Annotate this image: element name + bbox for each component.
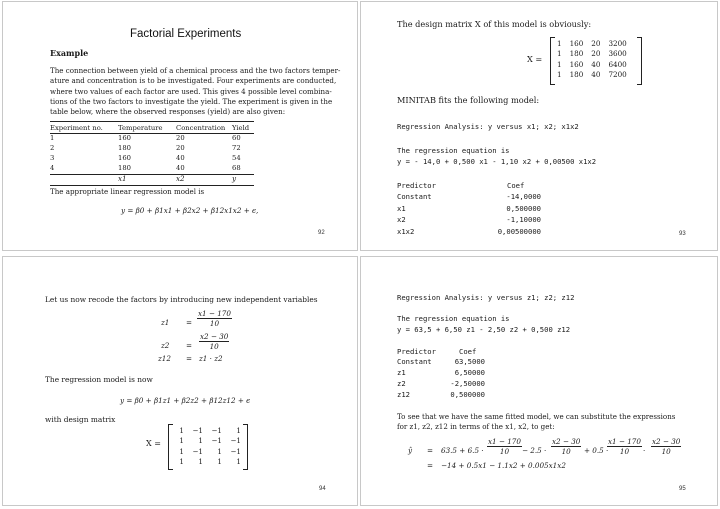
eq-sign: = <box>186 354 193 363</box>
table-cell: 60 <box>232 134 241 142</box>
matrix-cell: 1 <box>557 38 562 48</box>
table-cell: y <box>232 173 237 183</box>
col-header: Concentration <box>176 124 226 132</box>
z12-rhs: z1 · z2 <box>199 354 223 363</box>
yhat-symbol: ŷ <box>408 446 413 455</box>
fit-term: + 0.5 · <box>584 446 609 455</box>
eq-sign: = <box>186 341 193 350</box>
fit-term: − 2.5 · <box>522 446 547 455</box>
coef-header-predictor: Predictor <box>397 347 436 356</box>
coef-header-coef: Coef <box>459 347 477 356</box>
matrix-row <box>172 425 245 436</box>
matrix-cell: −1 <box>211 436 222 446</box>
section-heading: Example <box>50 48 89 58</box>
model-text: The appropriate linear regression model is <box>50 187 205 196</box>
predictor-coef: -14,0000 <box>506 192 541 201</box>
slide-page-93 <box>361 2 717 250</box>
fraction-numerator: x1 − 170 <box>488 437 521 446</box>
page-number: 93 <box>679 231 686 237</box>
table-row <box>50 153 256 163</box>
design-text: with design matrix <box>45 415 116 424</box>
matrix-cell: 40 <box>591 59 601 69</box>
fraction-x1 <box>487 437 522 456</box>
matrix-row <box>553 49 631 60</box>
table-cell: 2 <box>50 144 55 152</box>
fraction-denominator: 10 <box>499 447 510 456</box>
z2-fraction <box>199 332 229 351</box>
fraction-numerator: x1 − 170 <box>198 309 231 318</box>
intro-line: ature and concentration is to be investigated. Four experiments are conducted, <box>50 76 337 86</box>
fraction-denominator: 10 <box>209 342 219 351</box>
table-cell: 40 <box>176 164 185 172</box>
table-cell: 160 <box>118 154 131 162</box>
matrix-row <box>172 436 245 447</box>
page-number: 94 <box>319 486 326 492</box>
table-cell: 54 <box>232 154 241 162</box>
matrix-cell: 1 <box>557 70 562 80</box>
predictor-name: x1 <box>397 204 406 213</box>
design-matrix <box>168 424 248 468</box>
z1-lhs: z1 <box>161 318 170 327</box>
table-cell: 68 <box>232 164 241 172</box>
slide-page-92 <box>3 2 357 250</box>
matrix-cell: 40 <box>591 70 601 80</box>
eq-sign: = <box>427 446 434 455</box>
predictor-coef: 0,500000 <box>506 204 541 213</box>
substitute-paragraph <box>397 412 713 433</box>
predictor-coef: 0,00500000 <box>497 227 541 236</box>
table-cell: 3 <box>50 154 55 162</box>
matrix-row <box>553 38 631 49</box>
matrix-cell: 7200 <box>608 70 627 80</box>
table-row <box>50 143 256 153</box>
fraction-denominator: 10 <box>209 319 220 328</box>
matrix-cell: 1 <box>557 59 562 69</box>
minitab-text: MINITAB fits the following model: <box>397 95 540 105</box>
page-title: Factorial Experiments <box>130 28 242 40</box>
eq-sign: = <box>427 461 434 470</box>
matrix-cell: 180 <box>569 49 584 59</box>
matrix-cell: 3200 <box>608 38 627 48</box>
col-header: Yield <box>232 124 250 132</box>
recode-text: Let us now recode the factors by introducing new independent variables <box>45 295 318 304</box>
matrix-row <box>172 457 245 468</box>
predictor-name: z2 <box>397 379 406 388</box>
table-cell: 72 <box>232 144 241 152</box>
matrix-cell: 180 <box>569 70 584 80</box>
matrix-row <box>553 70 631 81</box>
matrix-cell: 1 <box>179 457 184 467</box>
col-header: Experiment no. <box>50 124 103 132</box>
fraction-denominator: 10 <box>661 447 671 456</box>
fraction-denominator: 10 <box>619 447 630 456</box>
fraction-denominator: 10 <box>561 447 571 456</box>
z2-lhs: z2 <box>161 341 170 350</box>
table-rule-bottom <box>50 185 254 186</box>
table-rule-top <box>50 121 254 122</box>
table-cell: 160 <box>118 134 131 142</box>
matrix-cell: −1 <box>230 446 241 456</box>
analysis-title: Regression Analysis: y versus z1; z2; z12 <box>397 293 575 302</box>
page-number: 92 <box>318 230 325 236</box>
page-number: 95 <box>679 486 686 492</box>
table-cell: 180 <box>118 164 131 172</box>
matrix-cell: 20 <box>591 38 601 48</box>
z12-lhs: z12 <box>158 354 171 363</box>
matrix-row <box>172 446 245 457</box>
fraction-x2 <box>651 437 681 456</box>
matrix-cell: 1 <box>217 446 222 456</box>
predictor-name: x1x2 <box>397 227 415 236</box>
matrix-cell: 1 <box>217 457 222 467</box>
design-text: The design matrix X of this model is obviously: <box>397 19 592 29</box>
predictor-name: z12 <box>397 390 410 399</box>
matrix-cell: 1 <box>179 446 184 456</box>
table-cell: 20 <box>176 144 185 152</box>
table-cell: 180 <box>118 144 131 152</box>
matrix-cell: 1 <box>236 425 241 435</box>
fraction-numerator: x2 − 30 <box>200 332 229 341</box>
model-equation: y = β0 + β1x1 + β2x2 + β12x1x2 + ϵ, <box>121 206 259 215</box>
equation-title: The regression equation is <box>397 314 510 323</box>
predictor-name: Constant <box>397 192 432 201</box>
table-cell: x2 <box>176 173 185 183</box>
predictor-coef: 0,500000 <box>450 390 485 399</box>
predictor-name: z1 <box>397 368 406 377</box>
matrix-cell: 3600 <box>608 49 627 59</box>
matrix-cell: 1 <box>557 49 562 59</box>
model-text: The regression model is now <box>45 375 153 384</box>
predictor-name: x2 <box>397 215 406 224</box>
table-cell: 20 <box>176 134 185 142</box>
intro-line: where two values of each factor are used. This gives 4 possible level combina- <box>50 86 332 96</box>
matrix-cell: 6400 <box>608 59 627 69</box>
fit-term: 63.5 + 6.5 · <box>441 446 484 455</box>
analysis-title: Regression Analysis: y versus x1; x2; x1x2 <box>397 122 579 131</box>
table-header-row <box>50 123 256 133</box>
model-equation: y = β0 + β1z1 + β2z2 + β12z12 + ϵ <box>120 396 251 405</box>
paragraph-line: To see that we have the same fitted model, we can substitute the expressions <box>397 412 676 421</box>
matrix-cell: −1 <box>192 446 203 456</box>
bracket-right <box>637 37 642 85</box>
table-cell: 1 <box>50 134 55 142</box>
intro-paragraph <box>50 66 350 117</box>
matrix-cell: 1 <box>236 457 241 467</box>
matrix-row <box>553 59 631 70</box>
predictor-coef: -2,50000 <box>450 379 485 388</box>
fraction-numerator: x2 − 30 <box>652 437 681 446</box>
matrix-cell: 20 <box>591 49 601 59</box>
matrix-cell: 1 <box>198 457 203 467</box>
intro-line: table below, where the observed responses (yield) are also given: <box>50 107 286 117</box>
eq-sign: = <box>186 318 193 327</box>
table-cell: 40 <box>176 154 185 162</box>
predictor-coef: 6,50000 <box>454 368 485 377</box>
fraction-numerator: x2 − 30 <box>552 437 581 446</box>
slide-page-95 <box>361 257 717 505</box>
matrix-cell: −1 <box>211 425 222 435</box>
matrix-table <box>172 425 245 467</box>
predictor-coef: 63,5000 <box>454 357 485 366</box>
matrix-cell: −1 <box>230 436 241 446</box>
regression-equation: y = - 14,0 + 0,500 x1 - 1,10 x2 + 0,00500 x1x2 <box>397 157 597 166</box>
matrix-table <box>553 38 631 80</box>
fraction-numerator: x1 − 170 <box>608 437 641 446</box>
col-header: Temperature <box>118 124 163 132</box>
predictor-coef: -1,10000 <box>506 215 541 224</box>
equation-title: The regression equation is <box>397 146 510 155</box>
z1-fraction <box>197 309 232 328</box>
design-matrix <box>550 37 642 83</box>
matrix-label: X = <box>527 54 543 64</box>
matrix-cell: 1 <box>179 436 184 446</box>
paragraph-line: for z1, z2, z12 in terms of the x1, x2, to get: <box>397 422 555 432</box>
fraction-x1 <box>607 437 642 456</box>
matrix-cell: 1 <box>198 436 203 446</box>
coef-header-predictor: Predictor <box>397 181 436 190</box>
matrix-cell: 160 <box>569 59 584 69</box>
fit-line-2: −14 + 0.5x1 − 1.1x2 + 0.005x1x2 <box>441 461 566 470</box>
intro-line: The connection between yield of a chemical process and the two factors temper- <box>50 66 341 75</box>
matrix-cell: 1 <box>179 425 184 435</box>
table-row <box>50 163 256 173</box>
predictor-name: Constant <box>397 357 432 366</box>
regression-equation: y = 63,5 + 6,50 z1 - 2,50 z2 + 0,500 z12 <box>397 325 571 334</box>
fraction-x2 <box>551 437 581 456</box>
matrix-cell: −1 <box>192 425 203 435</box>
matrix-label: X = <box>146 439 161 448</box>
fit-term: · <box>643 446 646 455</box>
slide-page-94 <box>3 257 357 505</box>
table-row <box>50 133 256 143</box>
intro-line: tions of the two factors to investigate the yield. The experiment is given in the <box>50 96 333 106</box>
table-cell: 4 <box>50 164 55 172</box>
table-rule-mid <box>50 133 254 134</box>
matrix-cell: 160 <box>569 38 584 48</box>
table-cell: x1 <box>118 173 127 183</box>
table-rule-mid2 <box>50 174 254 175</box>
coef-header-coef: Coef <box>507 181 525 190</box>
